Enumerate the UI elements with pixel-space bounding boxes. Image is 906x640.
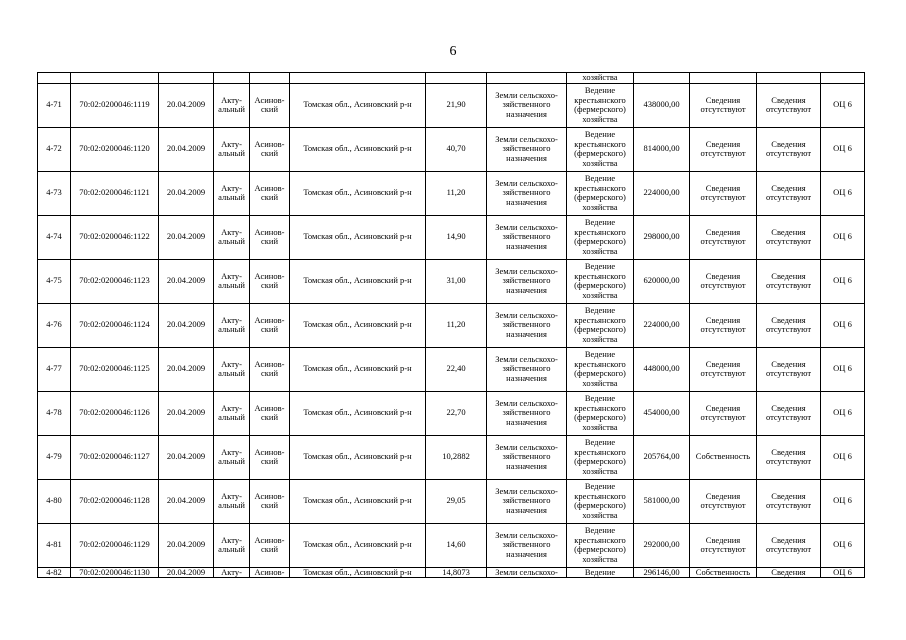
area-cell: 14,60 bbox=[426, 523, 487, 567]
status-cell: Акту-альный bbox=[214, 479, 250, 523]
row-number-cell: 4-76 bbox=[38, 303, 71, 347]
land-category-cell: Земли сельскохо-зяйственного назначения bbox=[487, 479, 567, 523]
date-cell: 20.04.2009 bbox=[159, 479, 214, 523]
row-number-cell: 4-73 bbox=[38, 171, 71, 215]
cadastral-value-cell: 298000,00 bbox=[634, 215, 690, 259]
status-cell: Акту-альный bbox=[214, 215, 250, 259]
land-category-cell: Земли сельскохо-зяйственного назначения bbox=[487, 391, 567, 435]
cell bbox=[634, 73, 690, 84]
encumbrances-cell: Сведения отсутствуют bbox=[757, 523, 821, 567]
permitted-use-cell: Ведение bbox=[567, 567, 634, 578]
status-cell: Акту-альный bbox=[214, 83, 250, 127]
rights-cell: Сведения отсутствуют bbox=[690, 171, 757, 215]
zone-cell: ОЦ 6 bbox=[821, 391, 865, 435]
permitted-use-cell: Ведение крестьянского (фермерского) хозяйства bbox=[567, 523, 634, 567]
cadastral-number-cell: 70:02:0200046:1123 bbox=[71, 259, 159, 303]
rights-cell: Сведения отсутствуют bbox=[690, 479, 757, 523]
encumbrances-cell: Сведения отсутствуют bbox=[757, 479, 821, 523]
cadastral-value-cell: 620000,00 bbox=[634, 259, 690, 303]
status-cell: Акту-альный bbox=[214, 347, 250, 391]
land-category-cell: Земли сельскохо-зяйственного назначения bbox=[487, 83, 567, 127]
cadastral-number-cell: 70:02:0200046:1126 bbox=[71, 391, 159, 435]
status-cell: Акту-альный bbox=[214, 171, 250, 215]
land-category-cell: Земли сельскохо-зяйственного назначения bbox=[487, 303, 567, 347]
cadastral-value-cell: 581000,00 bbox=[634, 479, 690, 523]
row-number-cell: 4-78 bbox=[38, 391, 71, 435]
table-row bbox=[38, 215, 865, 259]
date-cell: 20.04.2009 bbox=[159, 83, 214, 127]
date-cell: 20.04.2009 bbox=[159, 347, 214, 391]
table-row bbox=[38, 303, 865, 347]
purpose-cell-continued: хозяйства bbox=[567, 73, 634, 84]
encumbrances-cell: Сведения отсутствуют bbox=[757, 347, 821, 391]
area-cell: 11,20 bbox=[426, 171, 487, 215]
table-row bbox=[38, 523, 865, 567]
cadastral-value-cell: 438000,00 bbox=[634, 83, 690, 127]
encumbrances-cell: Сведения отсутствуют bbox=[757, 391, 821, 435]
table-row bbox=[38, 259, 865, 303]
address-cell: Томская обл., Асиновский р-н bbox=[290, 215, 426, 259]
district-cell: Асинов-ский bbox=[250, 523, 290, 567]
land-plots-table bbox=[37, 72, 865, 578]
area-cell: 14,90 bbox=[426, 215, 487, 259]
zone-cell: ОЦ 6 bbox=[821, 215, 865, 259]
status-cell: Акту-альный bbox=[214, 523, 250, 567]
rights-cell: Сведения отсутствуют bbox=[690, 523, 757, 567]
encumbrances-cell: Сведения отсутствуют bbox=[757, 259, 821, 303]
date-cell: 20.04.2009 bbox=[159, 567, 214, 578]
page-number: 6 bbox=[449, 44, 457, 59]
address-cell: Томская обл., Асиновский р-н bbox=[290, 567, 426, 578]
cadastral-number-cell: 70:02:0200046:1128 bbox=[71, 479, 159, 523]
permitted-use-cell: Ведение крестьянского (фермерского) хозяйства bbox=[567, 171, 634, 215]
land-category-cell: Земли сельскохо-зяйственного назначения bbox=[487, 215, 567, 259]
table-row bbox=[38, 127, 865, 171]
address-cell: Томская обл., Асиновский р-н bbox=[290, 479, 426, 523]
encumbrances-cell: Сведения отсутствуют bbox=[757, 435, 821, 479]
table-row bbox=[38, 171, 865, 215]
cadastral-number-cell: 70:02:0200046:1125 bbox=[71, 347, 159, 391]
permitted-use-cell: Ведение крестьянского (фермерского) хозяйства bbox=[567, 83, 634, 127]
address-cell: Томская обл., Асиновский р-н bbox=[290, 127, 426, 171]
area-cell: 29,05 bbox=[426, 479, 487, 523]
date-cell: 20.04.2009 bbox=[159, 523, 214, 567]
table-row bbox=[38, 347, 865, 391]
date-cell: 20.04.2009 bbox=[159, 259, 214, 303]
date-cell: 20.04.2009 bbox=[159, 435, 214, 479]
table-body bbox=[38, 73, 865, 578]
district-cell: Асинов-ский bbox=[250, 127, 290, 171]
cell bbox=[214, 73, 250, 84]
status-cell: Акту-альный bbox=[214, 391, 250, 435]
cadastral-value-cell: 296146,00 bbox=[634, 567, 690, 578]
address-cell: Томская обл., Асиновский р-н bbox=[290, 391, 426, 435]
zone-cell: ОЦ 6 bbox=[821, 83, 865, 127]
encumbrances-cell: Сведения отсутствуют bbox=[757, 171, 821, 215]
zone-cell: ОЦ 6 bbox=[821, 127, 865, 171]
cadastral-value-cell: 292000,00 bbox=[634, 523, 690, 567]
encumbrances-cell: Сведения bbox=[757, 567, 821, 578]
district-cell: Асинов-ский bbox=[250, 479, 290, 523]
permitted-use-cell: Ведение крестьянского (фермерского) хозяйства bbox=[567, 127, 634, 171]
district-cell: Асинов- bbox=[250, 567, 290, 578]
permitted-use-cell: Ведение крестьянского (фермерского) хозяйства bbox=[567, 215, 634, 259]
row-number-cell: 4-72 bbox=[38, 127, 71, 171]
status-cell: Акту-альный bbox=[214, 303, 250, 347]
area-cell: 40,70 bbox=[426, 127, 487, 171]
zone-cell: ОЦ 6 bbox=[821, 171, 865, 215]
row-number-cell: 4-77 bbox=[38, 347, 71, 391]
land-category-cell: Земли сельскохо-зяйственного назначения bbox=[487, 435, 567, 479]
row-number-cell: 4-75 bbox=[38, 259, 71, 303]
table-row bbox=[38, 83, 865, 127]
district-cell: Асинов-ский bbox=[250, 215, 290, 259]
cell bbox=[290, 73, 426, 84]
encumbrances-cell: Сведения отсутствуют bbox=[757, 127, 821, 171]
address-cell: Томская обл., Асиновский р-н bbox=[290, 435, 426, 479]
table-row bbox=[38, 435, 865, 479]
cadastral-number-cell: 70:02:0200046:1127 bbox=[71, 435, 159, 479]
row-number-cell: 4-81 bbox=[38, 523, 71, 567]
cadastral-value-cell: 224000,00 bbox=[634, 303, 690, 347]
land-category-cell: Земли сельскохо-зяйственного назначения bbox=[487, 347, 567, 391]
cadastral-number-cell: 70:02:0200046:1122 bbox=[71, 215, 159, 259]
rights-cell: Собственность bbox=[690, 435, 757, 479]
date-cell: 20.04.2009 bbox=[159, 303, 214, 347]
cell bbox=[757, 73, 821, 84]
zone-cell: ОЦ 6 bbox=[821, 259, 865, 303]
district-cell: Асинов-ский bbox=[250, 259, 290, 303]
rights-cell: Сведения отсутствуют bbox=[690, 259, 757, 303]
permitted-use-cell: Ведение крестьянского (фермерского) хозяйства bbox=[567, 347, 634, 391]
address-cell: Томская обл., Асиновский р-н bbox=[290, 171, 426, 215]
area-cell: 14,8073 bbox=[426, 567, 487, 578]
district-cell: Асинов-ский bbox=[250, 171, 290, 215]
land-category-cell: Земли сельскохо- bbox=[487, 567, 567, 578]
area-cell: 21,90 bbox=[426, 83, 487, 127]
row-number-cell: 4-82 bbox=[38, 567, 71, 578]
zone-cell: ОЦ 6 bbox=[821, 435, 865, 479]
permitted-use-cell: Ведение крестьянского (фермерского) хозяйства bbox=[567, 479, 634, 523]
area-cell: 22,70 bbox=[426, 391, 487, 435]
cadastral-value-cell: 224000,00 bbox=[634, 171, 690, 215]
land-category-cell: Земли сельскохо-зяйственного назначения bbox=[487, 171, 567, 215]
status-cell: Акту-альный bbox=[214, 259, 250, 303]
cell bbox=[426, 73, 487, 84]
date-cell: 20.04.2009 bbox=[159, 215, 214, 259]
table-row bbox=[38, 479, 865, 523]
address-cell: Томская обл., Асиновский р-н bbox=[290, 83, 426, 127]
permitted-use-cell: Ведение крестьянского (фермерского) хозяйства bbox=[567, 391, 634, 435]
status-cell: Акту-альный bbox=[214, 127, 250, 171]
district-cell: Асинов-ский bbox=[250, 83, 290, 127]
rights-cell: Сведения отсутствуют bbox=[690, 303, 757, 347]
encumbrances-cell: Сведения отсутствуют bbox=[757, 83, 821, 127]
district-cell: Асинов-ский bbox=[250, 303, 290, 347]
rights-cell: Сведения отсутствуют bbox=[690, 347, 757, 391]
status-cell: Акту-альный bbox=[214, 435, 250, 479]
cell bbox=[690, 73, 757, 84]
land-category-cell: Земли сельскохо-зяйственного назначения bbox=[487, 523, 567, 567]
cell bbox=[250, 73, 290, 84]
cadastral-number-cell: 70:02:0200046:1124 bbox=[71, 303, 159, 347]
rights-cell: Собственность bbox=[690, 567, 757, 578]
zone-cell: ОЦ 6 bbox=[821, 523, 865, 567]
row-number-cell: 4-71 bbox=[38, 83, 71, 127]
table-top-row bbox=[38, 73, 865, 84]
table-row bbox=[38, 567, 865, 578]
cadastral-value-cell: 205764,00 bbox=[634, 435, 690, 479]
cell bbox=[821, 73, 865, 84]
cadastral-number-cell: 70:02:0200046:1119 bbox=[71, 83, 159, 127]
date-cell: 20.04.2009 bbox=[159, 171, 214, 215]
row-number-cell: 4-80 bbox=[38, 479, 71, 523]
date-cell: 20.04.2009 bbox=[159, 127, 214, 171]
cadastral-number-cell: 70:02:0200046:1121 bbox=[71, 171, 159, 215]
cadastral-value-cell: 454000,00 bbox=[634, 391, 690, 435]
rights-cell: Сведения отсутствуют bbox=[690, 215, 757, 259]
cadastral-number-cell: 70:02:0200046:1130 bbox=[71, 567, 159, 578]
zone-cell: ОЦ 6 bbox=[821, 567, 865, 578]
area-cell: 10,2882 bbox=[426, 435, 487, 479]
row-number-cell: 4-79 bbox=[38, 435, 71, 479]
date-cell: 20.04.2009 bbox=[159, 391, 214, 435]
address-cell: Томская обл., Асиновский р-н bbox=[290, 303, 426, 347]
rights-cell: Сведения отсутствуют bbox=[690, 83, 757, 127]
table-row bbox=[38, 391, 865, 435]
district-cell: Асинов-ский bbox=[250, 347, 290, 391]
area-cell: 22,40 bbox=[426, 347, 487, 391]
permitted-use-cell: Ведение крестьянского (фермерского) хозяйства bbox=[567, 259, 634, 303]
cell bbox=[38, 73, 71, 84]
cell bbox=[159, 73, 214, 84]
land-category-cell: Земли сельскохо-зяйственного назначения bbox=[487, 127, 567, 171]
area-cell: 31,00 bbox=[426, 259, 487, 303]
address-cell: Томская обл., Асиновский р-н bbox=[290, 523, 426, 567]
encumbrances-cell: Сведения отсутствуют bbox=[757, 215, 821, 259]
address-cell: Томская обл., Асиновский р-н bbox=[290, 259, 426, 303]
cadastral-value-cell: 814000,00 bbox=[634, 127, 690, 171]
permitted-use-cell: Ведение крестьянского (фермерского) хозяйства bbox=[567, 303, 634, 347]
status-cell: Акту- bbox=[214, 567, 250, 578]
zone-cell: ОЦ 6 bbox=[821, 347, 865, 391]
address-cell: Томская обл., Асиновский р-н bbox=[290, 347, 426, 391]
cell bbox=[71, 73, 159, 84]
cadastral-value-cell: 448000,00 bbox=[634, 347, 690, 391]
rights-cell: Сведения отсутствуют bbox=[690, 391, 757, 435]
area-cell: 11,20 bbox=[426, 303, 487, 347]
zone-cell: ОЦ 6 bbox=[821, 303, 865, 347]
cadastral-number-cell: 70:02:0200046:1120 bbox=[71, 127, 159, 171]
permitted-use-cell: Ведение крестьянского (фермерского) хозяйства bbox=[567, 435, 634, 479]
rights-cell: Сведения отсутствуют bbox=[690, 127, 757, 171]
row-number-cell: 4-74 bbox=[38, 215, 71, 259]
cadastral-number-cell: 70:02:0200046:1129 bbox=[71, 523, 159, 567]
land-category-cell: Земли сельскохо-зяйственного назначения bbox=[487, 259, 567, 303]
district-cell: Асинов-ский bbox=[250, 391, 290, 435]
zone-cell: ОЦ 6 bbox=[821, 479, 865, 523]
cell bbox=[487, 73, 567, 84]
encumbrances-cell: Сведения отсутствуют bbox=[757, 303, 821, 347]
district-cell: Асинов-ский bbox=[250, 435, 290, 479]
